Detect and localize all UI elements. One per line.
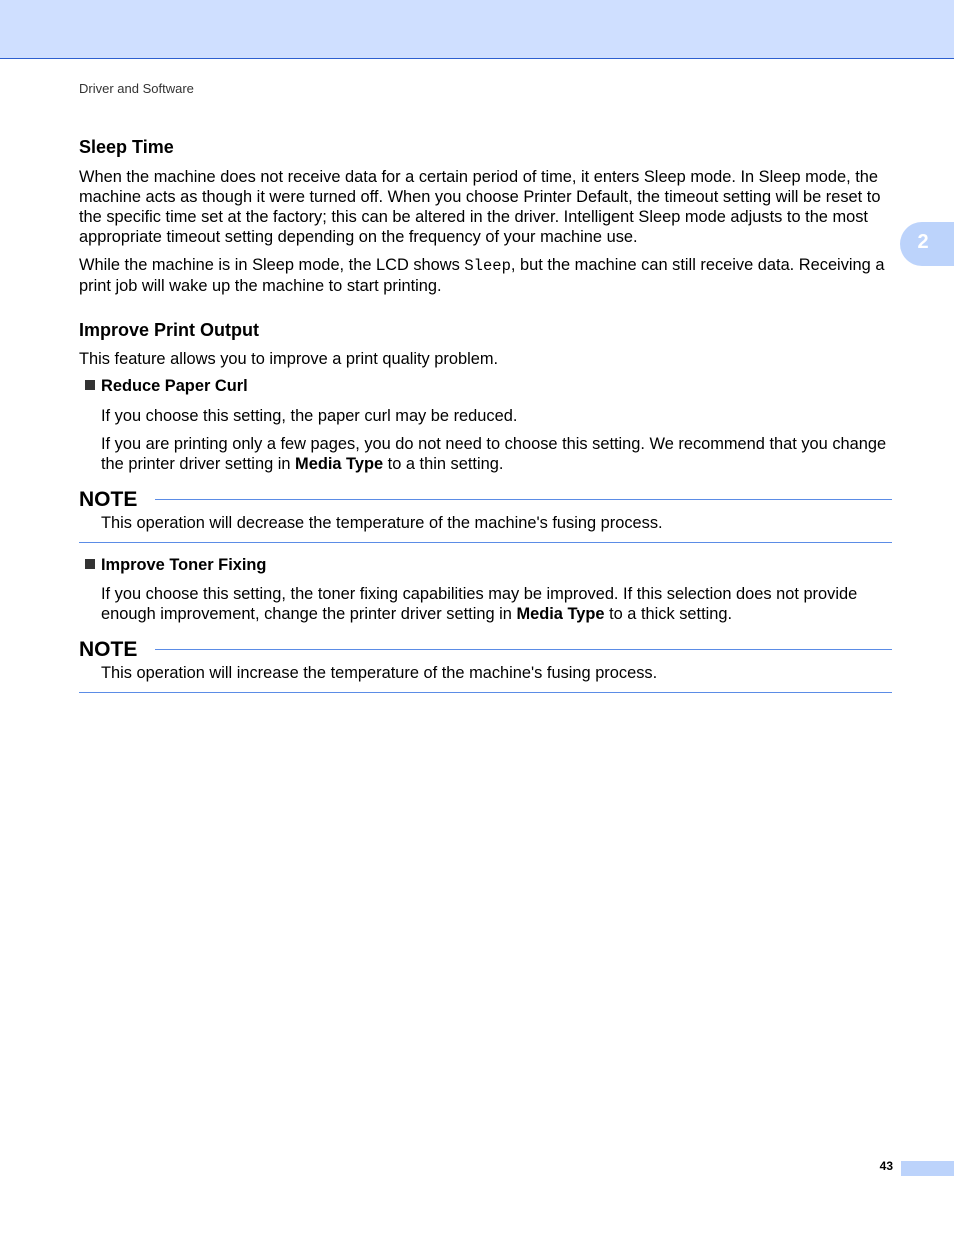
- toner-fixing-paragraph: [101, 584, 892, 624]
- sleep-time-heading: Sleep Time: [79, 137, 174, 157]
- sleep-text-after: , but the machine can still receive data. Receiving a print job will wake up the machine to start printing.: [79, 256, 885, 295]
- reduce-curl-paragraph-2: [101, 434, 892, 474]
- reduce-curl-paragraph-1: If you choose this setting, the paper curl may be reduced.: [101, 407, 518, 425]
- footer-bar: [901, 1161, 954, 1176]
- sleep-time-paragraph-1: When the machine does not receive data for a certain period of time, it enters Sleep mode. In Sleep mode, the machine acts as though it were turned off. When you choose Printer Default, the timeout setting will be reset to the specific time set at the factory; this can be altered in the driver. Intelligent Sleep mode adjusts to the most appropriate timeout setting depending on the frequency of your machine use.: [79, 168, 881, 246]
- improve-print-heading: Improve Print Output: [79, 320, 259, 340]
- chapter-tab: [900, 222, 954, 266]
- sleep-text-before: While the machine is in Sleep mode, the LCD shows: [79, 256, 465, 274]
- bullet-square-icon: [85, 380, 95, 390]
- reduce-curl-text-before: If you are printing only a few pages, you do not need to choose this setting. We recommend that you change the printer driver setting in: [101, 435, 887, 473]
- toner-fixing-title: Improve Toner Fixing: [101, 556, 267, 574]
- toner-fixing-bullet: [85, 556, 266, 575]
- toner-fixing-text-before: If you choose this setting, the toner fixing capabilities may be improved. If this selection does not provide enough improvement, change the printer driver setting in: [101, 585, 858, 623]
- media-type-term: Media Type: [295, 455, 384, 473]
- note-text: This operation will increase the temperature of the machine's fusing process.: [101, 664, 658, 682]
- toner-fixing-text-after: to a thick setting.: [604, 605, 733, 623]
- page-number: 43: [879, 1159, 893, 1173]
- note-bottom-divider: [79, 692, 892, 693]
- chapter-number: 2: [917, 231, 929, 253]
- sleep-time-paragraph-2: [79, 255, 892, 296]
- header-band: [0, 0, 954, 59]
- running-header: Driver and Software: [79, 81, 194, 96]
- media-type-term: Media Type: [516, 605, 605, 623]
- note-title: NOTE: [79, 488, 138, 511]
- note-bottom-divider: [79, 542, 892, 543]
- reduce-curl-text-after: to a thin setting.: [383, 455, 504, 473]
- note-text: This operation will decrease the temperature of the machine's fusing process.: [101, 514, 663, 532]
- note-divider: [155, 649, 892, 650]
- bullet-square-icon: [85, 559, 95, 569]
- improve-print-intro: This feature allows you to improve a print quality problem.: [79, 350, 499, 368]
- reduce-curl-bullet: [85, 377, 248, 396]
- note-title: NOTE: [79, 638, 138, 661]
- note-divider: [155, 499, 892, 500]
- lcd-sleep-text: Sleep: [464, 257, 511, 275]
- reduce-curl-title: Reduce Paper Curl: [101, 377, 248, 395]
